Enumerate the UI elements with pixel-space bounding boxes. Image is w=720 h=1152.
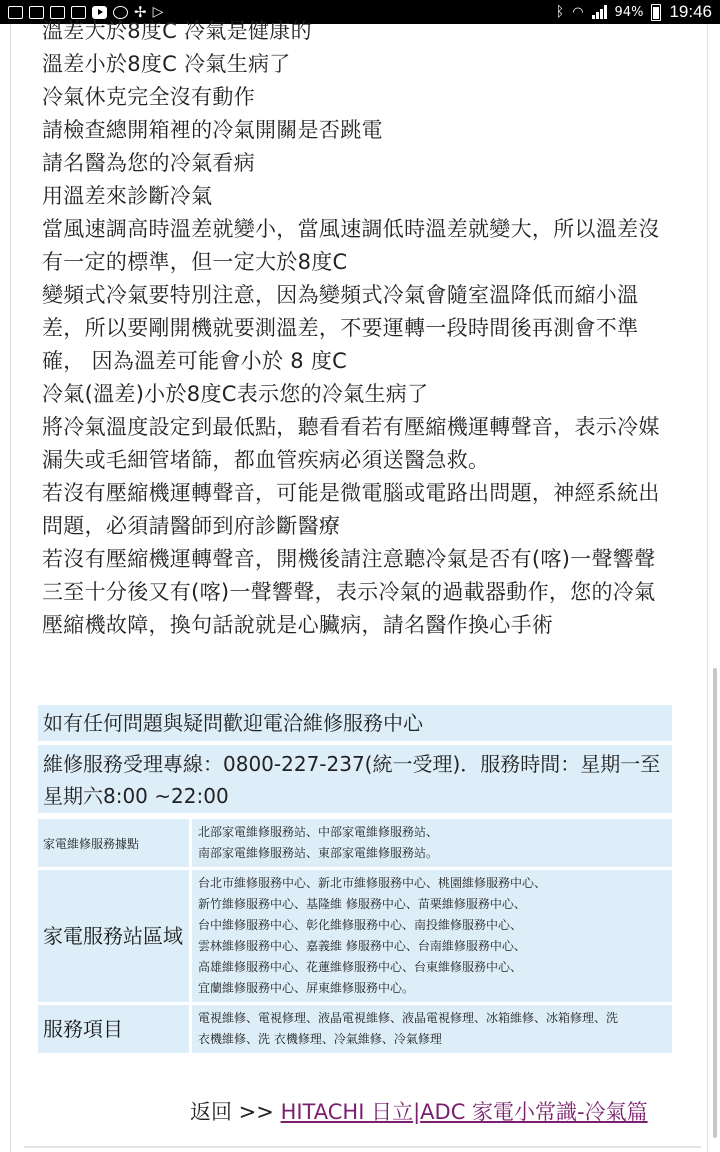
ac-tips-link[interactable]: ADC 家電小常識-冷氣篇: [420, 1100, 648, 1124]
table-row: [38, 1005, 672, 1053]
row-value-line: 北部家電維修服務站、中部家電維修服務站、: [198, 825, 439, 839]
page-border-right: [707, 24, 708, 1152]
article-line: 若沒有壓縮機運轉聲音，可能是微電腦或電路出問題，神經系統出問題，必須請醫師到府診斷醫療: [42, 481, 660, 538]
article-line: 冷氣休克完全沒有動作: [42, 85, 255, 109]
battery-percent: 94%: [614, 4, 644, 20]
row-value-line: 南部家電維修服務站、東部家電維修服務站。: [198, 846, 439, 860]
row-value-line: 雲林維修服務中心、嘉義維 修服務中心、台南維修服務中心、: [198, 939, 526, 953]
row-value: [189, 819, 672, 867]
wifi-icon: ◠: [572, 4, 584, 20]
bluetooth-icon: ᛒ: [555, 4, 565, 20]
article-line: 若沒有壓縮機運轉聲音，開機後請注意聽冷氣是否有(喀)一聲響聲三至十分後又有(喀)一聲響聲，表示冷氣的過載器動作，您的冷氣壓縮機故障，換句話說就是心臟病，請名醫作換心手術: [42, 547, 656, 637]
row-label: 服務項目: [38, 1005, 189, 1053]
article-line: 請檢查總開箱裡的冷氣開關是否跳電: [42, 118, 383, 142]
table-row: [38, 819, 672, 867]
row-label: 家電維修服務據點: [38, 819, 189, 867]
pinwheel-icon: ✢: [134, 3, 147, 21]
row-value-line: 高雄維修服務中心、花蓮維修服務中心、台東維修服務中心、: [198, 960, 523, 974]
article-line: 請名醫為您的冷氣看病: [42, 151, 255, 175]
page-border-left: [10, 24, 11, 1152]
row-label: 家電服務站區域: [38, 870, 189, 1002]
row-value-line: 台北市維修服務中心、新北市維修服務中心、桃園維修服務中心、: [198, 876, 547, 890]
article-body: [42, 15, 672, 642]
vertical-scrollbar[interactable]: [713, 668, 717, 1138]
horizontal-scrollbar[interactable]: [24, 1146, 701, 1148]
article-line: 溫差小於8度C 冷氣生病了: [42, 52, 291, 76]
link-separator: |: [413, 1100, 421, 1124]
row-value: [189, 1005, 672, 1053]
row-value-line: 新竹維修服務中心、基隆維 修服務中心、苗栗維修服務中心、: [198, 897, 526, 911]
row-value-line: 台中維修服務中心、彰化維修服務中心、南投維修服務中心、: [198, 918, 523, 932]
service-table: [38, 816, 672, 1056]
row-value-line: 宜蘭維修服務中心、屏東維修服務中心。: [198, 981, 415, 995]
row-value: [189, 870, 672, 1002]
article-line: 用溫差來診斷冷氣: [42, 184, 213, 208]
article-line: 變頻式冷氣要特別注意，因為變頻式冷氣會隨室溫降低而縮小溫差，所以要剛開機就要測溫差，不要運轉一段時間後再測會不準確， 因為溫差可能會小於 8 度C: [42, 283, 639, 373]
article-line: 溫差大於8度C 冷氣是健康的: [42, 19, 312, 43]
row-value-line: 衣機維修、洗 衣機修理、冷氣維修、冷氣修理: [198, 1032, 442, 1046]
table-row: [38, 870, 672, 1002]
clock: 19:46: [669, 2, 712, 21]
usb-debug-icon: [8, 6, 23, 19]
play-store-icon: ▷: [152, 4, 164, 20]
article-line: 將冷氣溫度設定到最低點，聽看看若有壓縮機運轉聲音，表示冷媒漏失或毛細管堵篩，都血管疾病必須送醫急救。: [42, 415, 660, 472]
service-welcome: 如有任何問題與疑問歡迎電洽維修服務中心: [38, 705, 672, 741]
article-line: 當風速調高時溫差就變小，當風速調低時溫差就變大，所以溫差沒有一定的標準，但一定大於8度C: [42, 217, 660, 274]
hitachi-link[interactable]: HITACHI 日立: [280, 1100, 414, 1124]
return-prefix: 返回 >>: [190, 1100, 274, 1124]
article-line: 冷氣(溫差)小於8度C表示您的冷氣生病了: [42, 382, 429, 406]
row-value-line: 電視維修、電視修理、液晶電視維修、液晶電視修理、冰箱維修、冰箱修理、洗: [198, 1011, 619, 1025]
service-hotline: 維修服務受理專線：0800-227-237(統一受理)．服務時間：星期一至星期六8:00 ~22:00: [38, 745, 672, 813]
return-nav: [190, 1096, 648, 1128]
